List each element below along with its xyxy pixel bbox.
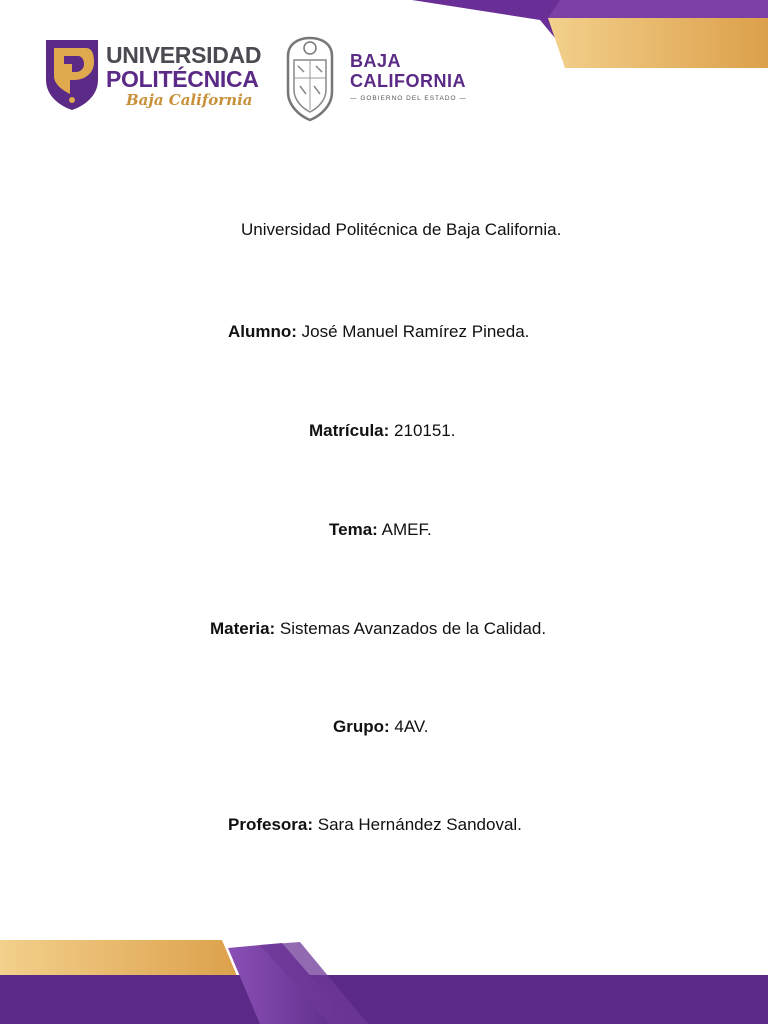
- teacher-label: Profesora:: [228, 815, 314, 834]
- id-label: Matrícula:: [309, 421, 390, 440]
- state-logo-text: [350, 52, 467, 103]
- topic-value: AMEF.: [381, 520, 432, 539]
- id-line: [0, 421, 768, 441]
- teacher-line: [0, 815, 768, 835]
- state-logo-line1: BAJA: [350, 51, 402, 71]
- institution-name-text: Universidad Politécnica de Baja California.: [241, 220, 562, 239]
- state-coat-of-arms-icon: [280, 34, 340, 122]
- subject-label: Materia:: [210, 619, 276, 638]
- upbc-shield-icon: [44, 40, 100, 110]
- bottom-band: [0, 940, 768, 1024]
- upbc-logo-text: [106, 44, 261, 108]
- upbc-logo-line1: UNIVERSIDAD: [106, 42, 262, 68]
- state-logo-line3: — GOBIERNO DEL ESTADO —: [350, 95, 467, 102]
- student-line: [0, 322, 768, 342]
- id-value: 210151.: [394, 421, 456, 440]
- upbc-logo-line2: POLITÉCNICA: [106, 66, 259, 92]
- teacher-value: Sara Hernández Sandoval.: [317, 815, 522, 834]
- topic-line: [0, 520, 768, 540]
- upbc-logo: [44, 40, 262, 112]
- student-value: José Manuel Ramírez Pineda.: [301, 322, 530, 341]
- student-label: Alumno:: [228, 322, 297, 341]
- state-logo-line2: CALIFORNIA: [350, 71, 466, 91]
- upbc-logo-line3: Baja California: [126, 91, 253, 109]
- group-line: [0, 717, 768, 737]
- institution-name: [0, 220, 768, 240]
- state-logo: [280, 34, 490, 122]
- subject-line: [0, 619, 768, 639]
- state-logo-line3-text: GOBIERNO DEL ESTADO: [360, 95, 457, 102]
- group-label: Grupo:: [333, 717, 390, 736]
- subject-value: Sistemas Avanzados de la Calidad.: [279, 619, 547, 638]
- topic-label: Tema:: [329, 520, 378, 539]
- group-value: 4AV.: [394, 717, 429, 736]
